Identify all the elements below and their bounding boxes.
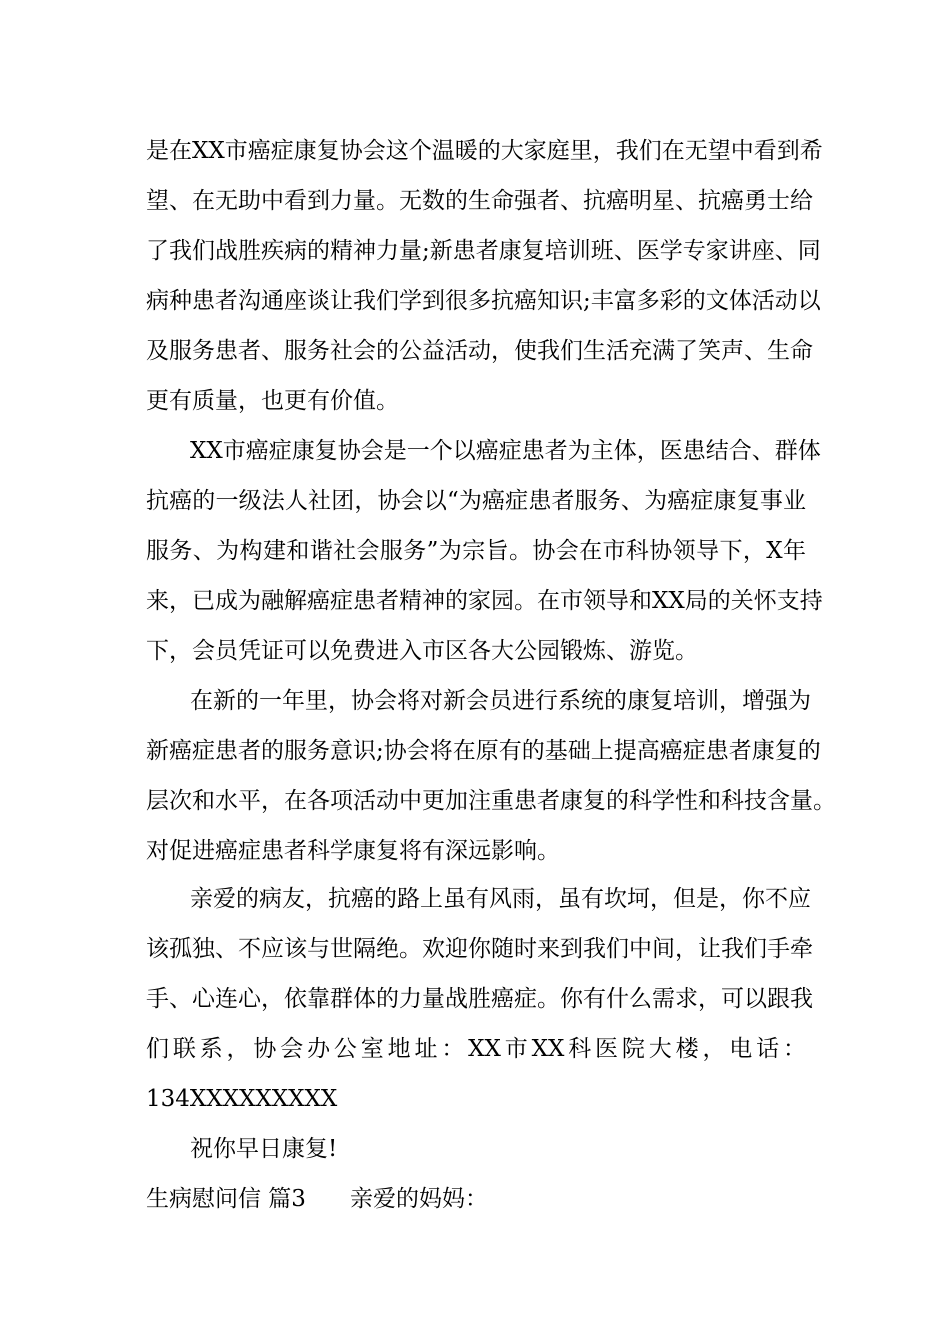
text-line: 们联系，协会办公室地址：XX市XX科医院大楼，电话：: [146, 1036, 806, 1062]
text-line: 及服务患者、服务社会的公益活动，使我们生活充满了笑声、生命: [146, 338, 813, 364]
text-line: 该孤独、不应该与世隔绝。欢迎你随时来到我们中间，让我们手牵: [146, 936, 813, 962]
section-heading: 生病慰问信 篇3: [146, 1186, 306, 1212]
text-line: 对促进癌症患者科学康复将有深远影响。: [146, 838, 560, 864]
text-line: XX市癌症康复协会是一个以癌症患者为主体，医患结合、群体: [190, 438, 821, 464]
text-line: 是在XX市癌症康复协会这个温暖的大家庭里，我们在无望中看到希: [146, 138, 823, 164]
text-line: 手、心连心，依靠群体的力量战胜癌症。你有什么需求，可以跟我: [146, 986, 813, 1012]
text-line: 134XXXXXXXXX: [146, 1086, 338, 1112]
text-line: 服务、为构建和谐社会服务”为宗旨。协会在市科协领导下，X年: [146, 538, 806, 564]
text-line: 亲爱的病友，抗癌的路上虽有风雨，虽有坎坷，但是，你不应: [190, 886, 811, 912]
text-line: 下，会员凭证可以免费进入市区各大公园锻炼、游览。: [146, 638, 698, 664]
text-line: 新癌症患者的服务意识;协会将在原有的基础上提高癌症患者康复的: [146, 738, 821, 764]
text-line: 望、在无助中看到力量。无数的生命强者、抗癌明星、抗癌勇士给: [146, 188, 813, 214]
closing-line: 祝你早日康复!: [190, 1136, 338, 1162]
text-line: 层次和水平，在各项活动中更加注重患者康复的科学性和科技含量。: [146, 788, 836, 814]
text-line: 病种患者沟通座谈让我们学到很多抗癌知识;丰富多彩的文体活动以: [146, 288, 821, 314]
text-line: 在新的一年里，协会将对新会员进行系统的康复培训，增强为: [190, 688, 811, 714]
salutation: 亲爱的妈妈：: [350, 1186, 488, 1212]
text-line: 更有质量，也更有价值。: [146, 388, 399, 414]
text-line: 抗癌的一级法人社团，协会以“为癌症患者服务、为癌症康复事业: [146, 488, 806, 514]
text-line: 了我们战胜疾病的精神力量;新患者康复培训班、医学专家讲座、同: [146, 238, 821, 264]
text-line: 来，已成为融解癌症患者精神的家园。在市领导和XX局的关怀支持: [146, 588, 823, 614]
